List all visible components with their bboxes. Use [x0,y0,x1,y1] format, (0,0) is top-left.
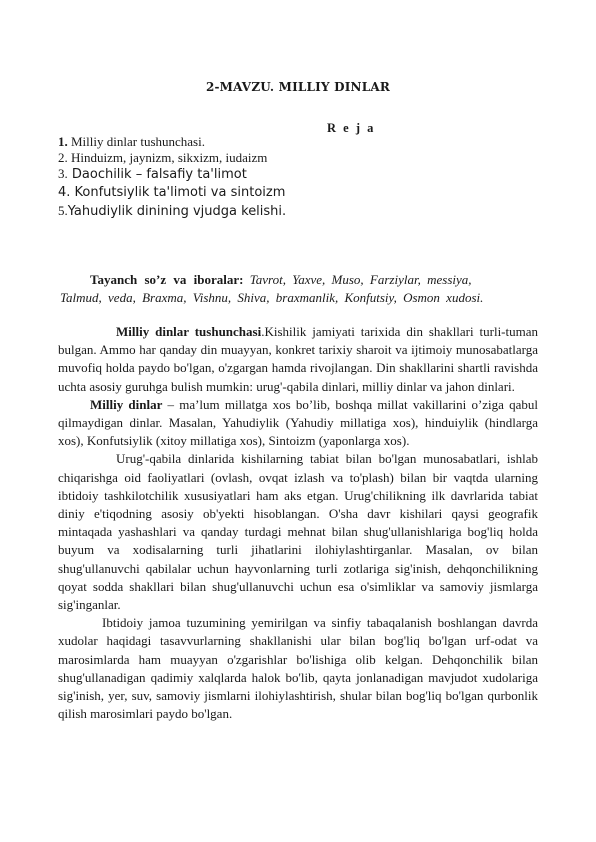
paragraph-text: – ma’lum millatga xos bo’lib, boshqa millat vakillarini o’ziga qabul qilmaydigan dinlar. Masalan, Yahudiylik (Yahudiy millatiga xos), hinduiylik (hindlarga xos), Konfutsiylik (xitoy millatiga xos), Sintoizm (yaponlarga xos). [58,396,538,449]
paragraph [58,614,538,723]
body-text [58,323,538,723]
paragraph-lead: Milliy dinlar [90,396,163,412]
paragraph [58,396,538,451]
plan-item-text: Konfutsiylik ta'limoti va sintoizm [70,185,286,200]
key-terms-block [60,271,530,307]
paragraph [58,323,538,396]
paragraph-text: Ibtidoiy jamoa tuzumining yemirilgan va sinfiy tabaqalanish boshlangan davrda xudolar haqidagi tasavvurlarning shakllanishi ular bilan bog'liq bo'lgan urf-odat va marosimlarda ham muayyan o'zgarishlar bo'lishiga olib kelgan. Dehqonchilik bilan shug'ullanadigan qadimiy xalqlarda halok bo'lib, qayta jonlanadigan mavjudot xudolariga sig'inish, yer, suv, samoviy jismlarni ilohiylashtirish, shular bilan bog'liq bo'lgan qurbonlik qilish marosimlari paydo bo'lgan. [58,615,538,722]
plan-item-number: 1. [58,134,68,149]
key-terms-label: Tayanch so’z va iboralar: [90,272,244,287]
plan-item [58,165,558,184]
paragraph [58,450,538,614]
page-title: 2-MAVZU. MILLIY DINLAR [205,80,391,94]
plan-item-number: 2. [58,149,68,165]
paragraph-lead: Milliy dinlar tushunchasi [116,324,262,339]
plan-item-text: Daochilik – falsafiy ta'limot [67,167,247,182]
key-terms-line [60,271,530,289]
plan-item-text: Milliy dinlar tushunchasi. [67,134,205,149]
plan-item [58,150,558,166]
plan-item [58,202,558,221]
plan-item-number: 4. [58,185,71,200]
plan-item-text: Hinduizm, jaynizm, sikxizm, iudaizm [67,149,268,165]
plan-item-text: Yahudiylik dinining vjudga kelishi. [67,204,287,219]
plan-item [58,134,558,150]
key-terms-items-continued: Talmud, veda, Braxma, Vishnu, Shiva, braxmanlik, Konfutsiy, Osmon xudosi. [60,290,484,305]
plan-heading: R e j a [327,121,376,135]
key-terms-items: Tavrot, Yaxve, Muso, Farziylar, messiya, [243,272,472,287]
plan-item [58,184,558,202]
plan-list [58,134,558,221]
plan-item-number: 3. [58,166,68,181]
paragraph-text: .Kishilik jamiyati tarixida din shakllari turli-tuman bulgan. Ammo har qanday din muayyan, konkret tarixiy sharoit va ijtimoiy munosabatlarga muvofiq holda paydo bo'lgan, o'zgargan hamda rivojlangan. Din shakllarini shartli ravishda uchta asosiy guruhga bulish mumkin: urug'-qabila dinlari, milliy dinlar va jahon dinlari. [58,324,539,394]
paragraph-text: Urug'-qabila dinlarida kishilarning tabiat bilan bo'lgan munosabatlari, ishlab chiqarishga oid faoliyatlari (ovlash, ovqat izlash va to'plash) bilan bir vaqtda ularning ibtidoiy tashkilotchilik xususiyatlari ham aks etgan. Urug'chilikning ilk davrlarida tabiat diniy e'tiqodning asosiy ob'yekti hisoblangan. O'sha davr kishilari qaysi geografik mintaqada yashashlari va qanday turdagi mehnat bilan shug'ullanishlariga bog'liq holda buyum va xodisalarning turli jihatlarini ilohiylashtirganlar. Masalan, ov bilan shug'ullanuvchi qabilalar uchun hayvonlarning turli zotlariga sig'inish, dehqonchilikning qoyat sodda shakllari bilan shug'ullanuvchi uchun esa o'simliklar va samoviy jismlarga sig'inganlar. [58,451,538,613]
plan-item-number: 5. [58,203,68,218]
